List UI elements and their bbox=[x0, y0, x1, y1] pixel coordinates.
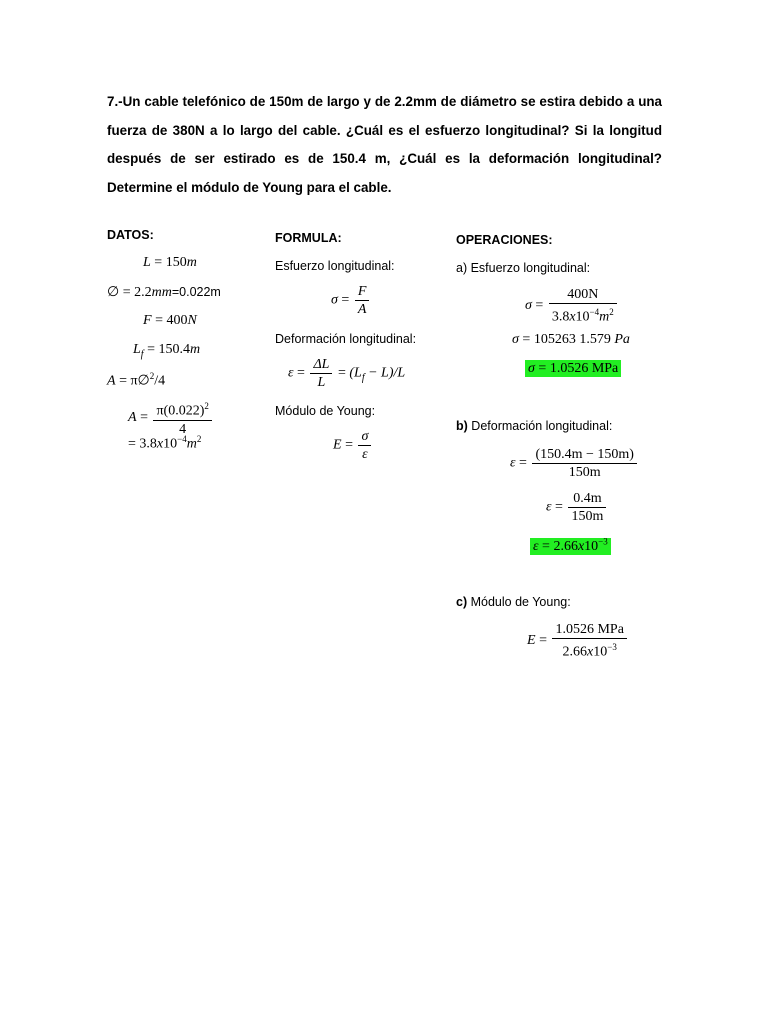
datos-area-formula: A = π∅$^2$/4 bbox=[107, 371, 166, 389]
ops-b-result-exp: −3 bbox=[598, 536, 608, 546]
formula-heading: FORMULA: bbox=[275, 231, 342, 245]
ops-c-eq-den-x: x bbox=[587, 644, 594, 660]
area-formula-tail: /4 bbox=[154, 373, 166, 389]
datos-area-result: = $3.8x10^{-4}m^2$ bbox=[128, 434, 202, 452]
ops-a-eq1-den-unit-exp: 2 bbox=[609, 307, 614, 317]
datos-force-eq: F = 400N bbox=[143, 313, 197, 328]
ops-a-eq1-den-base: 10 bbox=[575, 309, 590, 325]
ops-a-eq2-value: 105263 1.579 bbox=[533, 332, 611, 347]
ops-a-eq1-fraction bbox=[549, 286, 617, 326]
length-symbol: L bbox=[143, 255, 151, 270]
length-value: 150 bbox=[165, 255, 187, 270]
force-symbol: F bbox=[143, 313, 152, 328]
ops-b-eq2-den: 150m bbox=[571, 509, 604, 524]
datos-heading: DATOS: bbox=[107, 228, 154, 242]
force-unit: N bbox=[187, 313, 197, 328]
length-unit: m bbox=[186, 255, 197, 270]
ops-b-result-x: x bbox=[577, 538, 585, 554]
final-length-symbol: L bbox=[133, 342, 141, 357]
ops-a-label: a) Esfuerzo longitudinal: bbox=[456, 261, 591, 275]
ops-b-eq2-fraction bbox=[568, 490, 606, 525]
ops-b-prefix: b) bbox=[456, 419, 468, 433]
ops-b-label-text: Deformación longitudinal: bbox=[467, 419, 613, 433]
area-calc-num: π(0.022) bbox=[156, 403, 205, 419]
young-num: σ bbox=[361, 429, 369, 444]
ops-c-eq-den-coef: 2.66 bbox=[562, 644, 588, 660]
deformacion-rhs-close: − L)/L bbox=[368, 365, 406, 381]
ops-b-eq1-den: 150m bbox=[568, 465, 601, 480]
young-symbol: E bbox=[333, 437, 342, 453]
ops-b-result bbox=[530, 536, 611, 555]
deformacion-num: ΔL bbox=[313, 357, 330, 372]
ops-a-eq1-den-x: x bbox=[569, 309, 576, 325]
diameter-symbol: ∅ bbox=[107, 285, 120, 300]
diameter-value: 2.2 bbox=[134, 285, 152, 300]
final-length-value: 150.4 bbox=[158, 342, 190, 357]
esfuerzo-symbol: σ bbox=[331, 292, 338, 308]
ops-b-label bbox=[456, 419, 612, 433]
area-calc-symbol: A bbox=[128, 410, 137, 426]
young-fraction bbox=[358, 428, 371, 463]
formula-young-eq: E = $\frac{\sigma}{\varepsilon}$ bbox=[333, 428, 373, 463]
deformacion-fraction bbox=[310, 356, 332, 391]
ops-a-result-highlight: σ = 1.0526 MPa bbox=[525, 360, 621, 377]
datos-diameter-eq: ∅ = 2.2mm=0.022m bbox=[107, 285, 221, 300]
young-den: ε bbox=[362, 447, 368, 462]
ops-c-eq-lhs: E bbox=[527, 633, 536, 649]
datos-length-eq: L = 150m bbox=[143, 255, 197, 270]
datos-final-length-eq: $L_f = 150.4m$ bbox=[133, 342, 201, 360]
area-result-x: x bbox=[156, 436, 164, 452]
deformacion-den: L bbox=[317, 375, 326, 390]
ops-b-result-coef: 2.66 bbox=[553, 538, 578, 554]
force-value: 400 bbox=[166, 313, 188, 328]
ops-a-eq1-num: 400N bbox=[549, 286, 617, 304]
deformacion-rhs-open: (L bbox=[349, 365, 362, 381]
diameter-conversion: =0.022m bbox=[171, 285, 221, 299]
area-result-exp: −4 bbox=[177, 434, 187, 444]
ops-a-result bbox=[525, 361, 621, 377]
final-length-unit: m bbox=[189, 342, 201, 357]
ops-a-eq1-den-coef: 3.8 bbox=[551, 309, 570, 325]
area-result-unit: m bbox=[186, 436, 197, 452]
esfuerzo-fraction bbox=[355, 283, 370, 318]
ops-c-prefix: c) bbox=[456, 595, 468, 609]
datos-area-calc: A = $\frac{\pi(0.022)^2}{4}$ bbox=[128, 398, 214, 438]
ops-b-eq1-fraction bbox=[532, 446, 637, 481]
formula-esfuerzo-label: Esfuerzo longitudinal: bbox=[275, 259, 395, 273]
ops-c-label bbox=[456, 595, 571, 609]
ops-b-eq2: ε = $\frac{0.4m}{150m}$ bbox=[546, 490, 608, 525]
ops-c-eq-fraction bbox=[552, 621, 626, 661]
area-calc-den: 4 bbox=[179, 421, 187, 437]
ops-c-eq: E = $\frac{\text{1.0526 MPa}}{2.66x10^{-3}}$ bbox=[527, 621, 629, 661]
area-symbol: A bbox=[107, 373, 116, 389]
ops-c-label-text: Módulo de Young: bbox=[467, 595, 571, 609]
ops-a-eq2-lhs: σ bbox=[512, 332, 519, 347]
ops-a-eq2: σ = 105263 1.579 Pa bbox=[512, 332, 630, 347]
problem-statement: 7.-Un cable telefónico de 150m de largo y de 2.2mm de diámetro se estira debido a una fuerza de 380N a lo largo del cable. ¿Cuál es el esfuerzo longitudinal? Si la longitud después de ser estirado es de 150.4 m, ¿Cuál es la deformación longitudinal? Determine el módulo de Young para el cable. bbox=[107, 94, 662, 195]
ops-a-eq1-den-unit: m bbox=[599, 309, 610, 325]
ops-a-result-lhs: σ bbox=[528, 361, 535, 376]
deformacion-symbol: ε bbox=[288, 365, 294, 381]
ops-a-eq1: σ = $\frac{400N}{3.8x10^{-4}m^2}$ bbox=[525, 286, 619, 326]
area-result-base: 10 bbox=[163, 436, 178, 452]
ops-c-eq-den-exp: −3 bbox=[607, 642, 617, 652]
formula-deformacion-eq: ε = $\frac{\Delta L}{L}$ = $(L_f - L)/L$ bbox=[288, 357, 406, 390]
ops-a-result-value: 1.0526 MPa bbox=[549, 361, 619, 376]
deformacion-rhs-sub: f bbox=[361, 372, 365, 384]
ops-b-result-lhs: ε bbox=[533, 538, 539, 554]
operaciones-heading: OPERACIONES: bbox=[456, 233, 553, 247]
esfuerzo-den: A bbox=[357, 302, 367, 317]
formula-deformacion-label: Deformación longitudinal: bbox=[275, 332, 417, 346]
formula-young-label: Módulo de Young: bbox=[275, 404, 376, 418]
diameter-unit: mm bbox=[151, 285, 172, 300]
esfuerzo-num: F bbox=[357, 284, 367, 299]
ops-a-eq1-den-exp: −4 bbox=[589, 307, 600, 317]
ops-a-eq1-lhs: σ bbox=[525, 298, 532, 314]
ops-b-eq2-num: 0.4m bbox=[568, 490, 606, 508]
area-calc-num-exp: 2 bbox=[204, 401, 209, 411]
final-length-subscript: f bbox=[140, 348, 144, 360]
ops-b-eq1-num: (150.4m − 150m) bbox=[532, 446, 637, 464]
ops-c-eq-num: 1.0526 MPa bbox=[552, 621, 626, 639]
formula-esfuerzo-eq: σ = $\frac{F}{A}$ bbox=[331, 283, 371, 318]
area-result-coef: 3.8 bbox=[139, 436, 157, 452]
ops-b-eq2-lhs: ε bbox=[546, 499, 552, 515]
ops-a-eq2-unit: Pa bbox=[614, 332, 630, 347]
ops-b-result-highlight: $\varepsilon = 2.66x10^{-3}$ bbox=[530, 538, 611, 555]
ops-b-eq1: ε = $\frac{(150.4m - 150m)}{150m}$ bbox=[510, 446, 639, 481]
area-formula-rhs: π∅ bbox=[130, 373, 150, 389]
ops-b-result-base: 10 bbox=[584, 538, 599, 554]
area-calc-fraction bbox=[153, 398, 211, 438]
area-result-unit-exp: 2 bbox=[196, 434, 202, 444]
area-formula-exp: 2 bbox=[149, 371, 155, 381]
ops-c-eq-den-base: 10 bbox=[593, 644, 608, 660]
ops-b-eq1-lhs: ε bbox=[510, 455, 516, 471]
